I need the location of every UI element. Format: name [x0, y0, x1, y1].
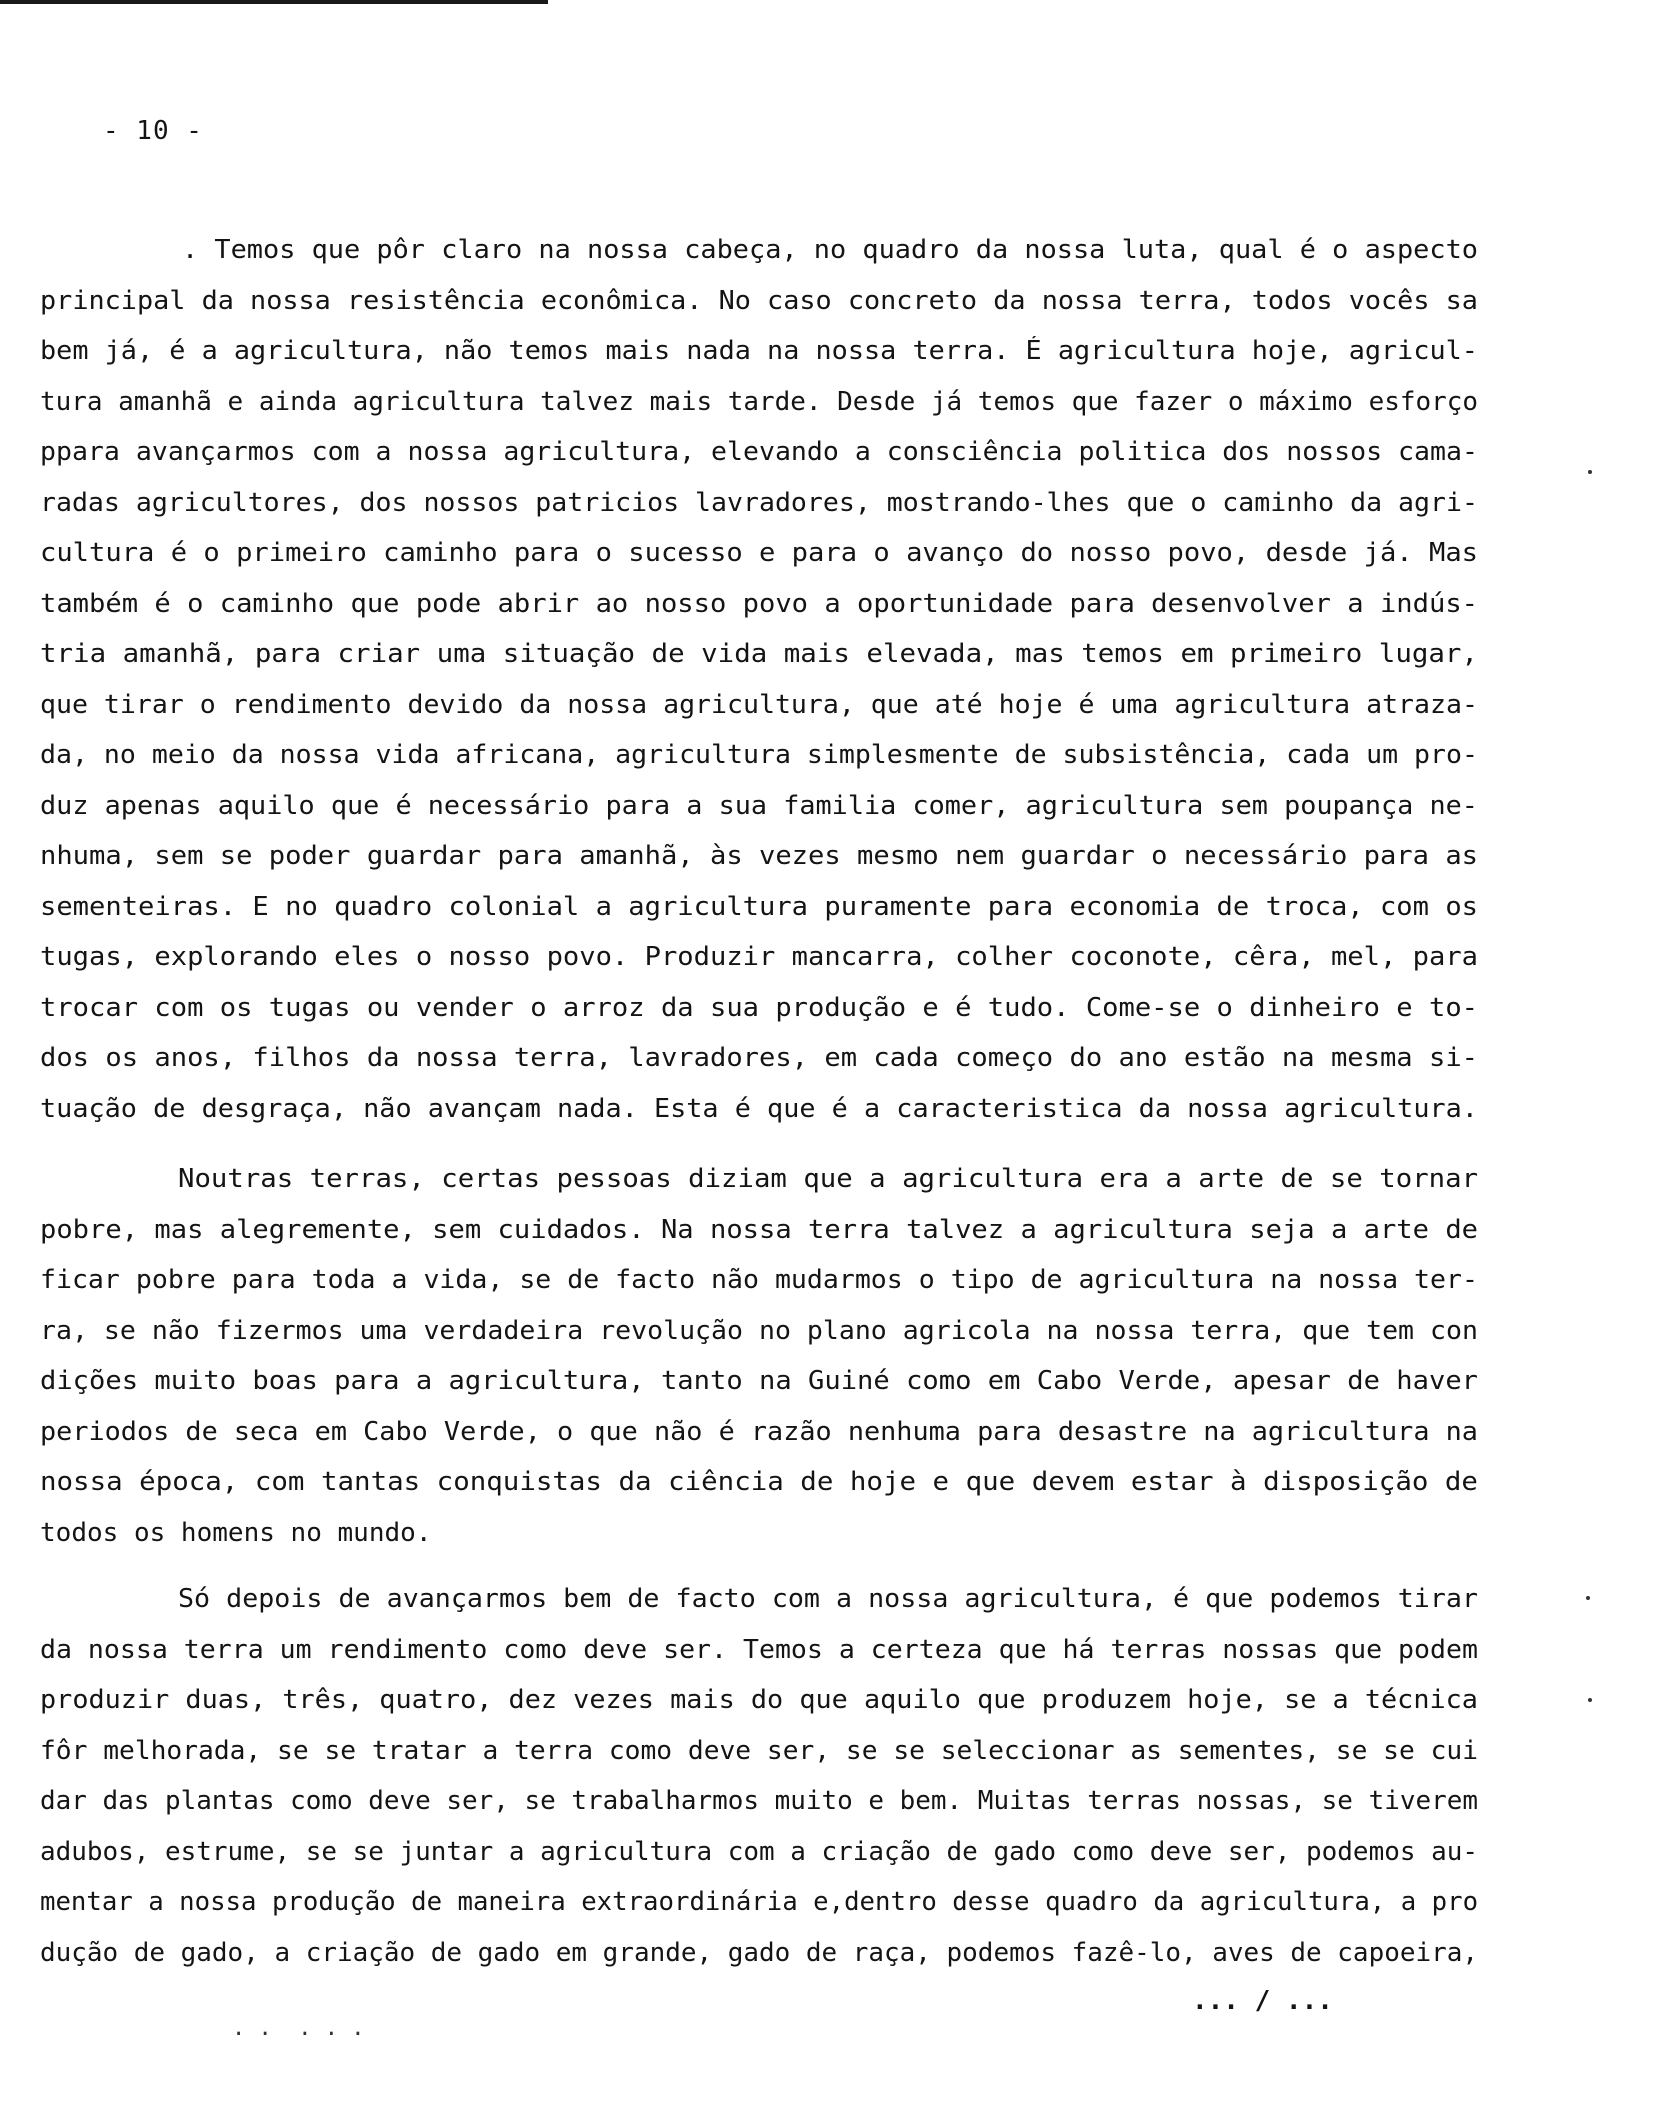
- text-line: adubos, estrume, se se juntar a agricultura com a criação de gado como deve ser, podemos au-: [40, 1837, 1478, 1867]
- scan-speck: [1586, 1596, 1590, 1600]
- text-line: que tirar o rendimento devido da nossa agricultura, que até hoje é uma agricultura atraza-: [40, 690, 1478, 720]
- text-line: tria amanhã, para criar uma situação de vida mais elevada, mas temos em primeiro lugar,: [40, 639, 1478, 669]
- continuation-marker: ... / ...: [1192, 1986, 1333, 2016]
- text-line: tuação de desgraça, não avançam nada. Esta é que é a caracteristica da nossa agricultura.: [40, 1094, 1478, 1124]
- text-line: dução de gado, a criação de gado em grande, gado de raça, podemos fazê-lo, aves de capoeira,: [40, 1938, 1478, 1968]
- text-line: tugas, explorando eles o nosso povo. Produzir mancarra, colher coconote, cêra, mel, para: [40, 942, 1479, 972]
- scan-speck: [1588, 470, 1592, 474]
- text-line: dições muito boas para a agricultura, tanto na Guiné como em Cabo Verde, apesar de haver: [40, 1366, 1479, 1396]
- text-line: dar das plantas como deve ser, se trabalharmos muito e bem. Muitas terras nossas, se tiverem: [40, 1786, 1478, 1816]
- text-line: sementeiras. E no quadro colonial a agricultura puramente para economia de troca, com os: [40, 892, 1479, 922]
- text-line: da, no meio da nossa vida africana, agricultura simplesmente de subsistência, cada um pro-: [40, 740, 1478, 770]
- text-line: radas agricultores, dos nossos patricios lavradores, mostrando-lhes que o caminho da agri-: [40, 488, 1478, 518]
- text-line: fôr melhorada, se se tratar a terra como deve ser, se se seleccionar as sementes, se se cui: [40, 1736, 1478, 1766]
- text-line: da nossa terra um rendimento como deve ser. Temos a certeza que há terras nossas que podem: [40, 1635, 1478, 1665]
- text-line: trocar com os tugas ou vender o arroz da sua produção e é tudo. Come-se o dinheiro e to-: [40, 993, 1479, 1023]
- text-line: tura amanhã e ainda agricultura talvez mais tarde. Desde já temos que fazer o máximo esforço: [40, 387, 1478, 417]
- text-line: ra, se não fizermos uma verdadeira revolução no plano agricola na nossa terra, que tem con: [40, 1316, 1478, 1346]
- text-line: principal da nossa resistência econômica. No caso concreto da nossa terra, todos vocês sa: [40, 286, 1478, 316]
- text-line: Noutras terras, certas pessoas diziam que a agricultura era a arte de se tornar: [178, 1164, 1479, 1194]
- text-line: pobre, mas alegremente, sem cuidados. Na nossa terra talvez a agricultura seja a arte de: [40, 1215, 1479, 1245]
- text-line: mentar a nossa produção de maneira extraordinária e,dentro desse quadro da agricultura, a pro: [40, 1887, 1479, 1917]
- text-line: todos os homens no mundo.: [40, 1518, 432, 1548]
- scan-speck: [1588, 1698, 1592, 1702]
- text-line: cultura é o primeiro caminho para o sucesso e para o avanço do nosso povo, desde já. Mas: [40, 538, 1479, 568]
- text-line: Só depois de avançarmos bem de facto com a nossa agricultura, é que podemos tirar: [178, 1584, 1479, 1614]
- text-line: duz apenas aquilo que é necessário para a sua familia comer, agricultura sem poupança ne-: [40, 791, 1478, 821]
- scan-marks: . . . . .: [232, 2016, 365, 2041]
- text-line: também é o caminho que pode abrir ao nosso povo a oportunidade para desenvolver a indús-: [40, 589, 1479, 619]
- text-line: ppara avançarmos com a nossa agricultura, elevando a consciência politica dos nossos cama-: [40, 437, 1478, 467]
- text-line: bem já, é a agricultura, não temos mais nada na nossa terra. É agricultura hoje, agricul-: [40, 336, 1478, 366]
- text-line: . Temos que pôr claro na nossa cabeça, no quadro da nossa luta, qual é o aspecto: [182, 235, 1478, 265]
- page-number: - 10 -: [103, 116, 203, 146]
- text-line: produzir duas, três, quatro, dez vezes mais do que aquilo que produzem hoje, se a técnica: [40, 1685, 1478, 1715]
- text-line: nhuma, sem se poder guardar para amanhã, às vezes mesmo nem guardar o necessário para as: [40, 841, 1479, 871]
- text-line: dos os anos, filhos da nossa terra, lavradores, em cada começo do ano estão na mesma si-: [40, 1043, 1479, 1073]
- text-line: periodos de seca em Cabo Verde, o que não é razão nenhuma para desastre na agricultura na: [40, 1417, 1478, 1447]
- top-rule: [0, 0, 548, 4]
- text-line: ficar pobre para toda a vida, se de facto não mudarmos o tipo de agricultura na nossa ter-: [40, 1265, 1478, 1295]
- text-line: nossa época, com tantas conquistas da ciência de hoje e que devem estar à disposição de: [40, 1467, 1478, 1497]
